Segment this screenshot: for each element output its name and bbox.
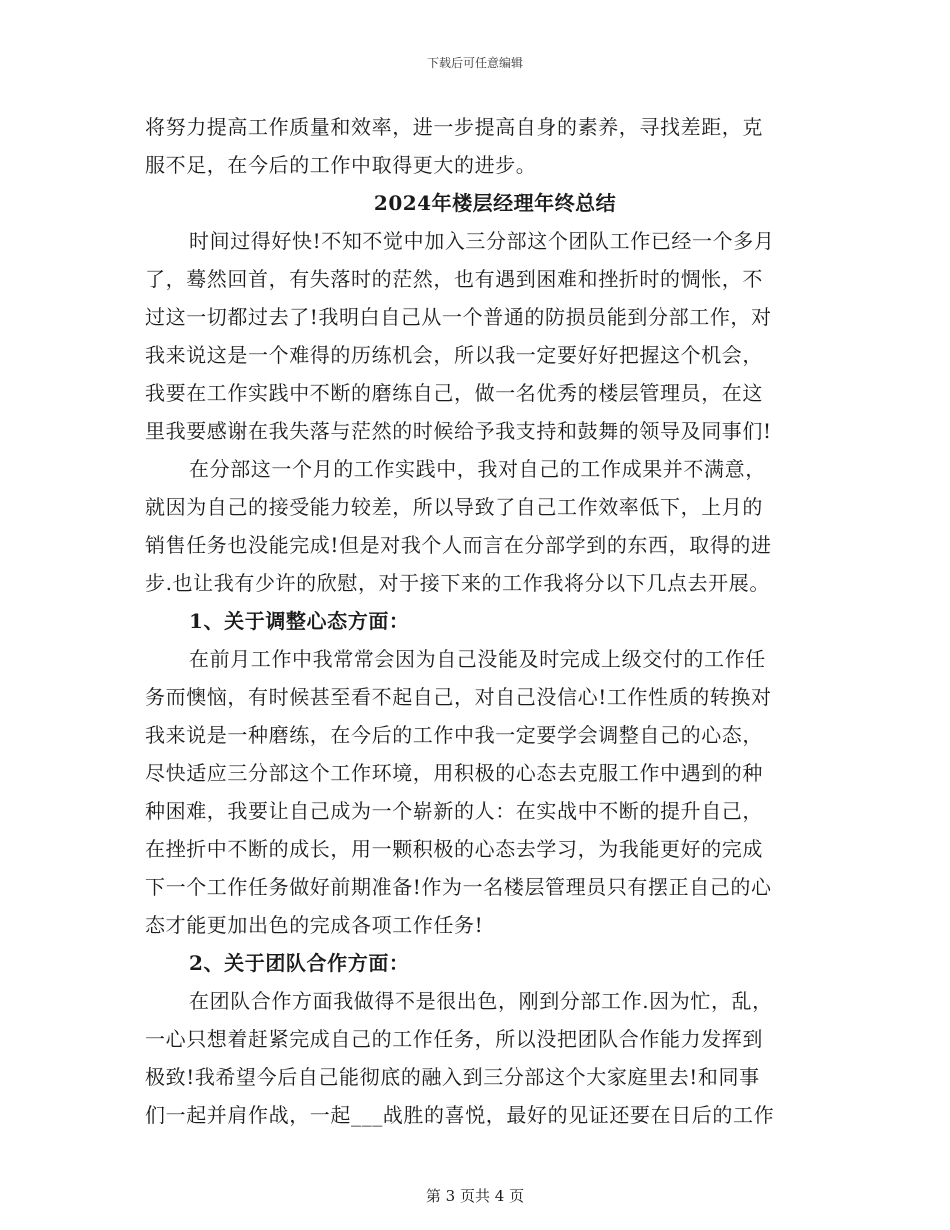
paragraph-line: 在挫折中不断的成长，用一颗积极的心态去学习，为我能更好的完成 xyxy=(145,837,763,861)
paragraph-line: 就因为自己的接受能力较差，所以导致了自己工作效率低下，上月的 xyxy=(145,495,763,519)
paragraph-line: 我来说这是一个难得的历练机会，所以我一定要好好把握这个机会， xyxy=(145,343,763,367)
paragraph-line: 下一个工作任务做好前期准备!作为一名楼层管理员只有摆正自己的心 xyxy=(145,875,772,899)
paragraph-line: 将努力提高工作质量和效率，进一步提高自身的素养，寻找差距，克 xyxy=(145,115,763,139)
paragraph-line: 时间过得好快!不知不觉中加入三分部这个团队工作已经一个多月 xyxy=(189,229,775,253)
paragraph-line: 们一起并肩作战，一起___战胜的喜悦，最好的见证还要在日后的工作 xyxy=(145,1103,775,1127)
page-footer: 第 3 页共 4 页 xyxy=(425,1187,525,1205)
paragraph-line: 在前月工作中我常常会因为自己没能及时完成上级交付的工作任 xyxy=(189,647,766,671)
paragraph-line: 步.也让我有少许的欣慰，对于接下来的工作我将分以下几点去开展。 xyxy=(145,571,770,595)
page-header: 下载后可任意编辑 xyxy=(426,56,523,70)
paragraph-line: 销售任务也没能完成!但是对我个人而言在分部学到的东西，取得的进 xyxy=(145,533,772,557)
paragraph-line: 务而懊恼，有时候甚至看不起自己，对自己没信心!工作性质的转换对 xyxy=(145,685,772,709)
section-heading: 2、关于团队合作方面： xyxy=(189,951,410,975)
paragraph-line: 极致!我希望今后自己能彻底的融入到三分部这个大家庭里去!和同事 xyxy=(145,1065,760,1089)
document-body xyxy=(145,108,805,1134)
paragraph-line: 服不足，在今后的工作中取得更大的进步。 xyxy=(145,153,537,177)
paragraph-line: 我来说是一种磨练，在今后的工作中我一定要学会调整自己的心态， xyxy=(145,723,763,747)
paragraph-line: 里我要感谢在我失落与茫然的时候给予我支持和鼓舞的领导及同事们! xyxy=(145,419,772,443)
paragraph-line: 态才能更加出色的完成各项工作任务! xyxy=(145,913,484,937)
paragraph-line: 在团队合作方面我做得不是很出色，刚到分部工作.因为忙，乱， xyxy=(189,989,773,1013)
paragraph-line: 在分部这一个月的工作实践中，我对自己的工作成果并不满意， xyxy=(189,457,766,481)
paragraph-line: 过这一切都过去了!我明白自己从一个普通的防损员能到分部工作，对 xyxy=(145,305,772,329)
paragraph-line: 一心只想着赶紧完成自己的工作任务，所以没把团队合作能力发挥到 xyxy=(145,1027,763,1051)
document-title: 2024年楼层经理年终总结 xyxy=(373,191,617,215)
paragraph-line: 我要在工作实践中不断的磨练自己，做一名优秀的楼层管理员，在这 xyxy=(145,381,763,405)
section-heading: 1、关于调整心态方面： xyxy=(189,609,410,633)
paragraph-line: 尽快适应三分部这个工作环境，用积极的心态去克服工作中遇到的种 xyxy=(145,761,763,785)
paragraph-line: 了，蓦然回首，有失落时的茫然，也有遇到困难和挫折时的惆怅，不 xyxy=(145,267,763,291)
paragraph-line: 种困难，我要让自己成为一个崭新的人：在实战中不断的提升自己， xyxy=(145,799,763,823)
